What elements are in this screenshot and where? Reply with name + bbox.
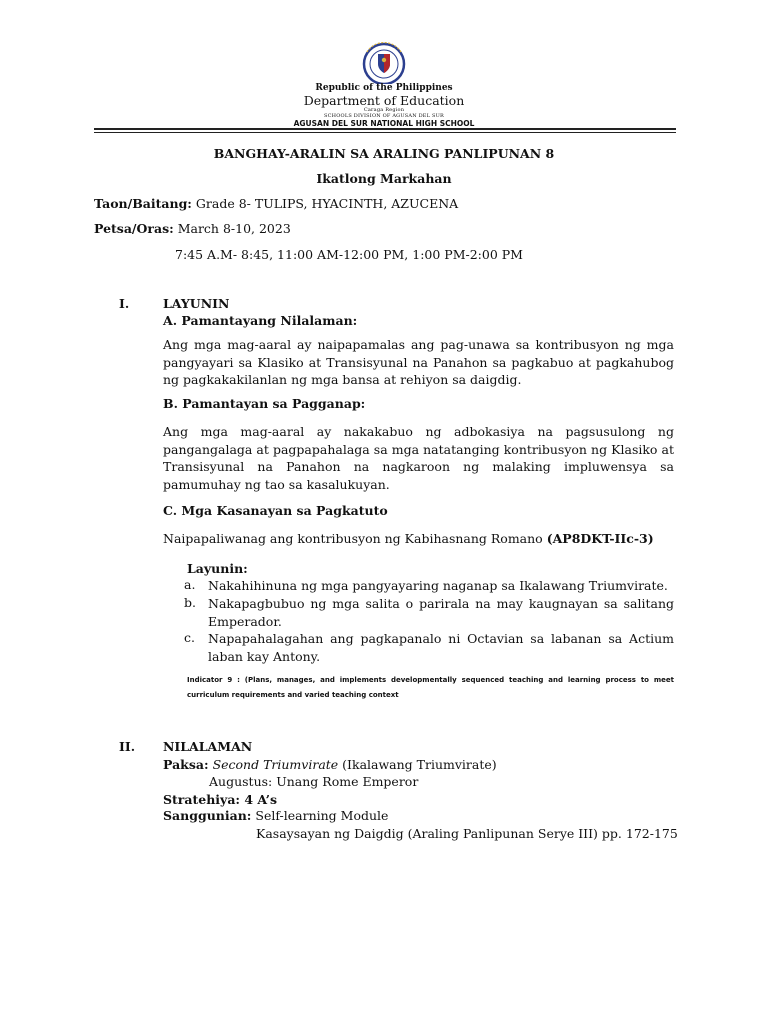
sanggunian-line xyxy=(163,808,388,823)
division-text: SCHOOLS DIVISION OF AGUSAN DEL SUR xyxy=(324,113,444,119)
grade-value: Grade 8- TULIPS, HYACINTH, AZUCENA xyxy=(195,196,459,211)
section2-numeral: II. xyxy=(119,739,136,754)
sanggunian-label: Sanggunian: xyxy=(163,808,252,823)
subsection-c-heading: C. Mga Kasanayan sa Pagkatuto xyxy=(163,503,388,518)
date-line xyxy=(94,221,291,236)
deped-seal-logo xyxy=(345,42,423,84)
section1-heading: LAYUNIN xyxy=(163,296,230,311)
sanggunian-value: Self-learning Module xyxy=(251,808,389,823)
department-text: Department of Education xyxy=(303,93,465,108)
document-title: BANGHAY-ARALIN SA ARALING PANLIPUNAN 8 xyxy=(213,146,555,161)
subsection-b-heading: B. Pamantayan sa Pagganap: xyxy=(163,396,366,411)
indicator-note: Indicator 9 : (Plans, manages, and implements developmentally sequenced teaching and learning process to meet curriculum requirements and varied teaching context xyxy=(187,676,674,699)
header-rule-thin xyxy=(94,132,676,133)
grade-line xyxy=(94,196,458,211)
paksa-topic: Second Triumvirate xyxy=(212,757,339,772)
competency-code: (AP8DKT-IIc-3) xyxy=(546,531,654,546)
subsection-b-text: Ang mga mag-aaral ay nakakabuo ng adbokasiya na pagsusulong ng pangangalaga at pagpapahalaga sa mga natatanging kontribusyon ng Klasiko at Transisyunal na Panahon na nagkaroon ng malaking impluwensya sa pamumuhay ng tao sa kasalukuyan. xyxy=(163,424,674,492)
school-name: AGUSAN DEL SUR NATIONAL HIGH SCHOOL xyxy=(293,119,475,128)
stratehiya-line: Stratehiya: 4 A’s xyxy=(163,792,278,807)
layunin-label: Layunin: xyxy=(187,561,248,576)
subsection-a-heading: A. Pamantayang Nilalaman: xyxy=(163,313,358,328)
time-value: 7:45 A.M- 8:45, 11:00 AM-12:00 PM, 1:00 PM-2:00 PM xyxy=(175,247,523,262)
section1-numeral: I. xyxy=(119,296,130,311)
objective-item: Napapahalagahan ang pagkapanalo ni Octavian sa labanan sa Actium laban kay Antony. xyxy=(208,631,674,664)
competency-text: Naipapaliwanag ang kontribusyon ng Kabihasnang Romano xyxy=(163,531,547,546)
header-rule-thick xyxy=(94,128,676,130)
date-label: Petsa/Oras: xyxy=(94,221,174,236)
quarter-heading: Ikatlong Markahan xyxy=(316,171,452,186)
objective-letter: a. xyxy=(184,577,196,592)
paksa-subtopic: Augustus: Unang Rome Emperor xyxy=(209,774,419,789)
paksa-line xyxy=(163,757,497,772)
grade-label: Taon/Baitang: xyxy=(94,196,192,211)
competency-line xyxy=(163,531,654,546)
sanggunian-reference: Kasaysayan ng Daigdig (Araling Panlipunan Serye III) pp. 172-175 xyxy=(256,826,678,841)
subsection-a-text: Ang mga mag-aaral ay naipapamalas ang pag-unawa sa kontribusyon ng mga pangyayari sa Klasiko at Transisyunal na Panahon sa pagkabuo at pagkahubog ng pagkakakilanlan ng mga bansa at rehiyon sa daigdig. xyxy=(163,337,674,388)
republic-text: Republic of the Philippines xyxy=(315,83,453,93)
paksa-label: Paksa: xyxy=(163,757,209,772)
paksa-topic-translation: (Ikalawang Triumvirate) xyxy=(338,757,497,772)
date-value: March 8-10, 2023 xyxy=(177,221,291,236)
objective-letter: c. xyxy=(184,630,195,645)
objective-letter: b. xyxy=(184,595,196,610)
section2-heading: NILALAMAN xyxy=(163,739,253,754)
objective-item: Nakapagbubuo ng mga salita o parirala na may kaugnayan sa salitang Emperador. xyxy=(208,596,674,629)
objective-item: Nakahihinuna ng mga pangyayaring naganap sa Ikalawang Triumvirate. xyxy=(208,578,668,593)
region-text: Caraga Region xyxy=(363,107,405,113)
